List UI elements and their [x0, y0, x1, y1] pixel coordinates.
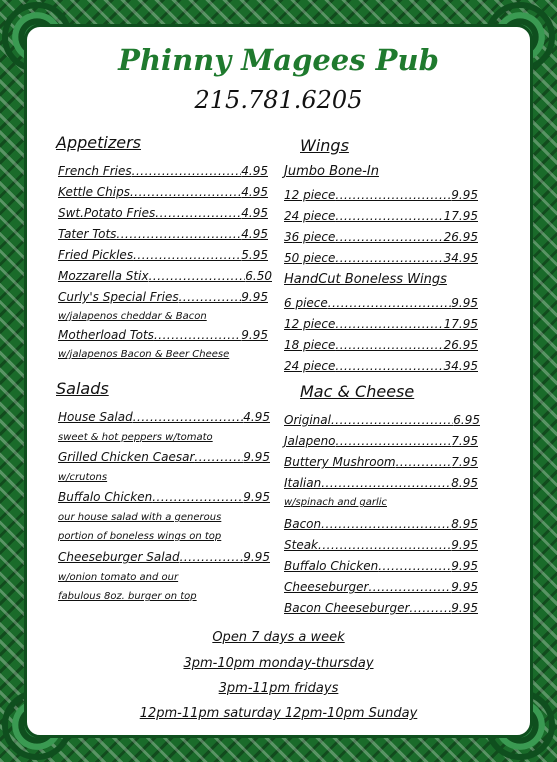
menu-item: House Salad ..... 4.95	[58, 410, 270, 428]
menu-item: Cheeseburger Salad ..... 9.95	[58, 550, 270, 568]
menu-item: 24 piece ..... 17.95	[284, 209, 478, 227]
appetizers-heading: Appetizers	[56, 133, 141, 152]
hours-line: 3pm-11pm fridays	[218, 681, 339, 696]
menu-item: French Fries ..... 4.95	[58, 164, 268, 182]
menu-item: Buffalo Chicken ..... 9.95	[58, 490, 270, 508]
item-note: sweet & hot peppers w/tomato	[58, 432, 213, 443]
jumbo-heading: Jumbo Bone-In	[284, 164, 379, 179]
menu-item: Fried Pickles ..... 5.95	[58, 248, 268, 266]
mac-heading: Mac & Cheese	[300, 382, 415, 401]
item-note: fabulous 8oz. burger on top	[58, 591, 197, 602]
menu-item: Mozzarella Stix ..... 6.50	[58, 269, 272, 287]
menu-item: Buttery Mushroom ..... 7.95	[284, 455, 478, 473]
menu-item: Jalapeno ..... 7.95	[284, 434, 478, 452]
salads-heading: Salads	[56, 379, 109, 398]
menu-item: Tater Tots ..... 4.95	[58, 227, 268, 245]
hours-line: 3pm-10pm monday-thursday	[183, 656, 374, 671]
item-note: w/onion tomato and our	[58, 572, 179, 583]
menu-item: 36 piece ..... 26.95	[284, 230, 478, 248]
wings-heading: Wings	[300, 136, 349, 155]
hours-line: 12pm-11pm saturday 12pm-10pm Sunday	[139, 706, 418, 721]
menu-item: 24 piece ..... 34.95	[284, 359, 478, 377]
menu-item: Kettle Chips ..... 4.95	[58, 185, 268, 203]
menu-item: Italian ..... 8.95	[284, 476, 478, 494]
item-note: w/jalapenos Bacon & Beer Cheese	[58, 349, 230, 360]
menu-item: Original ..... 6.95	[284, 413, 480, 431]
menu-item: 18 piece ..... 26.95	[284, 338, 478, 356]
menu-item: Bacon ..... 8.95	[284, 517, 478, 535]
item-note: w/spinach and garlic	[284, 497, 387, 508]
phone-number: 215.781.6205	[194, 86, 363, 114]
menu-item: Buffalo Chicken ..... 9.95	[284, 559, 478, 577]
menu-item: Bacon Cheeseburger ..... 9.95	[284, 601, 478, 619]
item-note: portion of boneless wings on top	[58, 531, 222, 542]
menu-item: Motherload Tots ..... 9.95	[58, 328, 268, 346]
item-note: our house salad with a generous	[58, 512, 222, 523]
menu-item: Grilled Chicken Caesar ..... 9.95	[58, 450, 270, 468]
boneless-heading: HandCut Boneless Wings	[284, 272, 447, 287]
menu-item: Swt.Potato Fries ..... 4.95	[58, 206, 268, 224]
menu-item: Steak ..... 9.95	[284, 538, 478, 556]
menu-item: 12 piece ..... 9.95	[284, 188, 478, 206]
hours-line: Open 7 days a week	[212, 630, 345, 645]
menu-item: Cheeseburger ..... 9.95	[284, 580, 478, 598]
pub-title: Phinny Magees Pub	[118, 43, 439, 77]
menu-item: 6 piece ..... 9.95	[284, 296, 478, 314]
menu-item: 50 piece ..... 34.95	[284, 251, 478, 269]
item-note: w/jalapenos cheddar & Bacon	[58, 311, 207, 322]
menu-item: Curly's Special Fries ..... 9.95	[58, 290, 268, 308]
item-note: w/crutons	[58, 472, 108, 483]
menu-item: 12 piece ..... 17.95	[284, 317, 478, 335]
